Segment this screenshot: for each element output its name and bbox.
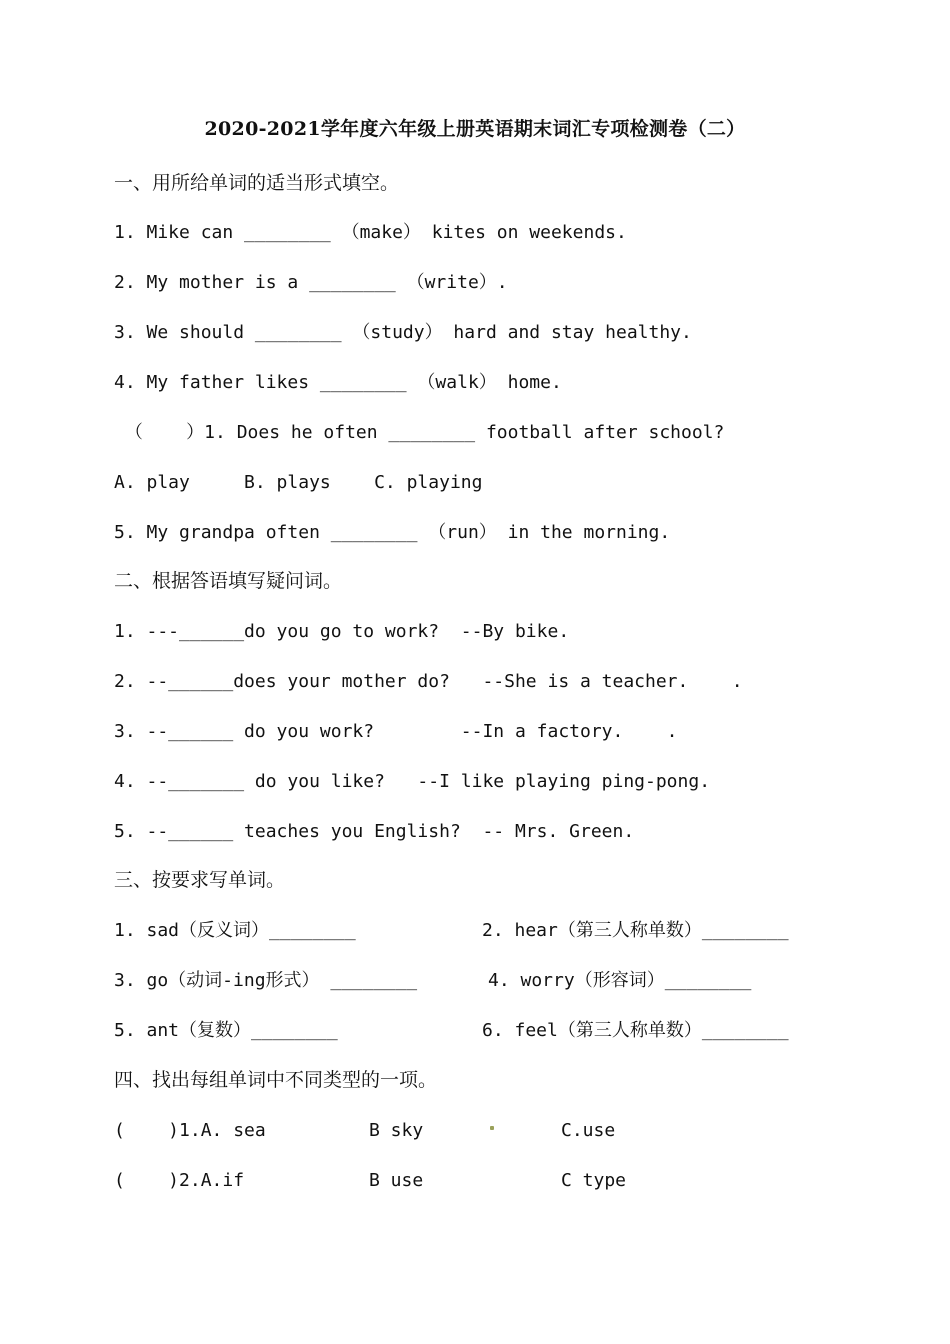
section3-item: 5. ant（复数）________ bbox=[114, 1020, 338, 1041]
section2-item: 2. --______does your mother do? --She is a teacher. . bbox=[114, 671, 743, 692]
section1-item: 4. My father likes ________ （walk） home. bbox=[114, 372, 562, 393]
section1-item: 3. We should ________ （study） hard and stay healthy. bbox=[114, 322, 692, 343]
section2-item: 4. --_______ do you like? --I like playing ping-pong. bbox=[114, 771, 711, 792]
section1-item: 1. Mike can ________ （make） kites on weekends. bbox=[114, 222, 627, 243]
stray-mark bbox=[490, 1126, 494, 1130]
section3-item: 3. go（动词-ing形式） ________ bbox=[114, 970, 418, 991]
section2-item: 3. --______ do you work? --In a factory. . bbox=[114, 721, 678, 742]
section3-item: 2. hear（第三人称单数）________ bbox=[482, 920, 789, 941]
section3-heading: 三、按要求写单词。 bbox=[114, 869, 286, 891]
section3-item: 6. feel（第三人称单数）________ bbox=[482, 1020, 789, 1041]
section2-item: 1. ---______do you go to work? --By bike. bbox=[114, 621, 570, 642]
section4-heading: 四、找出每组单词中不同类型的一项。 bbox=[114, 1069, 438, 1091]
section3-item: 4. worry（形容词）________ bbox=[488, 970, 752, 991]
section1-item: 2. My mother is a ________ （write）. bbox=[114, 272, 508, 293]
section4-option-c: C type bbox=[561, 1170, 627, 1191]
section2-heading: 二、根据答语填写疑问词。 bbox=[114, 570, 343, 592]
section1-options: A. play B. plays C. playing bbox=[114, 472, 483, 493]
section4-option-c: C.use bbox=[561, 1120, 616, 1141]
section4-option-b: B sky bbox=[369, 1120, 424, 1141]
section4-option-b: B use bbox=[369, 1170, 424, 1191]
section1-item: 5. My grandpa often ________ （run） in the morning. bbox=[114, 522, 671, 543]
section1-heading: 一、用所给单词的适当形式填空。 bbox=[114, 172, 400, 194]
page-title: 2020-2021学年度六年级上册英语期末词汇专项检测卷（二） bbox=[204, 118, 746, 140]
section4-option-a: ( )2.A.if bbox=[114, 1170, 245, 1191]
section2-item: 5. --______ teaches you English? -- Mrs. Green. bbox=[114, 821, 635, 842]
section4-option-a: ( )1.A. sea bbox=[114, 1120, 266, 1141]
section1-item: （ ）1. Does he often ________ football after school? bbox=[114, 422, 725, 443]
section3-item: 1. sad（反义词）________ bbox=[114, 920, 356, 941]
